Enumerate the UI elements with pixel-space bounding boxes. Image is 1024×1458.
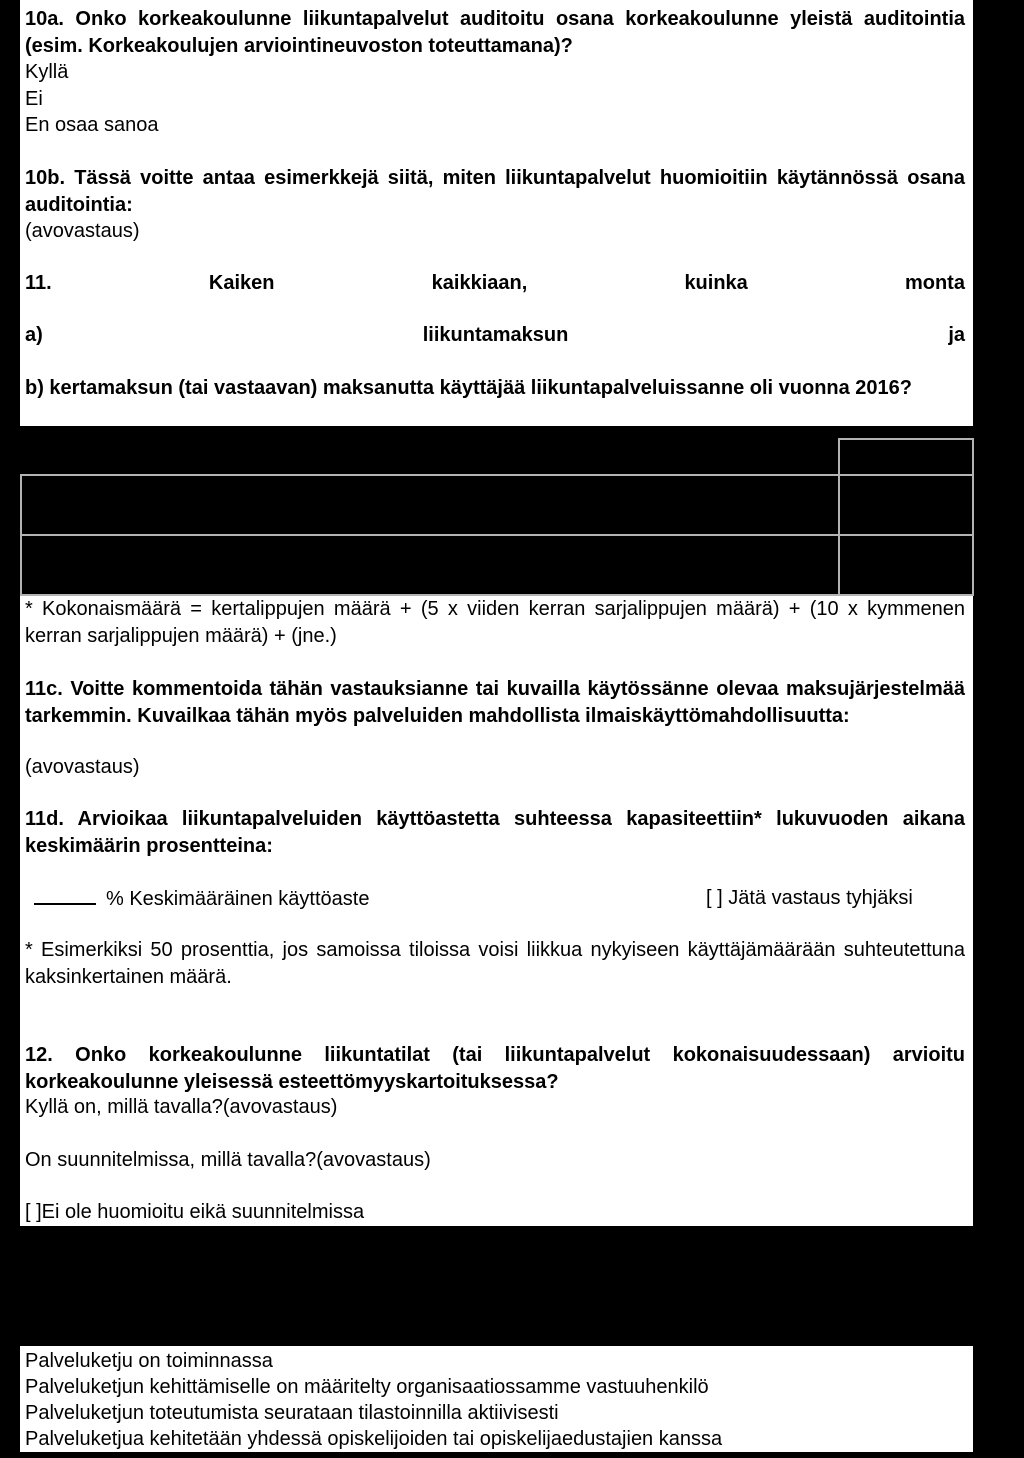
q11-line-a [25,322,965,349]
list-item[interactable]: Palveluketjua kehitetään yhdessä opiskelijoiden tai opiskelijaedustajien kanssa [25,1428,723,1450]
table-row-label-cell [20,534,840,596]
q11-word: kaikkiaan, [431,272,528,294]
q11d-skip-option[interactable]: [ ] Jätä vastaus tyhjäksi [706,887,913,909]
q11d-percent-input[interactable] [34,885,96,905]
q10b-question: 10b. Tässä voitte antaa esimerkkejä siitä, miten liikuntapalvelut huomioitiin käytännössä osana auditointia: [25,167,965,216]
q10a-option-dont-know[interactable]: En osaa sanoa [25,114,159,136]
q12-option-no[interactable]: [ ]Ei ole huomioitu eikä suunnitelmissa [25,1201,365,1223]
q11-word: 11. [25,272,52,294]
service-chain-list [20,1346,973,1452]
questions-section-middle [20,596,973,1226]
q11-a-word: a) [25,324,43,346]
table-row-input-cell[interactable] [838,474,974,536]
q11-word: kuinka [684,272,748,294]
q11d-percent-label: % Keskimääräinen käyttöaste [106,888,370,910]
q11-word: monta [904,272,965,294]
q11-a-word: ja [948,324,965,346]
list-item[interactable]: Palveluketjun kehittämiselle on määritelty organisaatiossamme vastuuhenkilö [25,1376,709,1398]
q11d-note: * Esimerkiksi 50 prosenttia, jos samoissa tiloissa voisi liikkua nykyiseen käyttäjämäärään suhteutettuna kaksinkertainen määrä. [25,939,965,988]
q10a-option-no[interactable]: Ei [25,88,43,110]
q10b-answer[interactable]: (avovastaus) [25,220,140,242]
q12-option-planned[interactable]: On suunnitelmissa, millä tavalla?(avovastaus) [25,1149,431,1171]
table-row-input-cell[interactable] [838,534,974,596]
q10a-question: 10a. Onko korkeakoulunne liikuntapalvelut auditoitu osana korkeakoulunne yleistä auditointia (esim. Korkeakoulujen arviointineuvoston toteuttamana)? [25,8,965,57]
q12-option-yes[interactable]: Kyllä on, millä tavalla?(avovastaus) [25,1096,338,1118]
q11c-question: 11c. Voitte kommentoida tähän vastauksianne tai kuvailla käytössänne olevaa maksujärjestelmää tarkemmin. Kuvailkaa tähän myös palveluiden mahdollista ilmaiskäyttömahdollisuutta: [25,678,965,727]
q10a-option-yes[interactable]: Kyllä [25,61,69,83]
q11c-answer[interactable]: (avovastaus) [25,756,140,778]
table-header-cell [838,438,974,476]
q11-line-b: b) kertamaksun (tai vastaavan) maksanutta käyttäjää liikuntapalveluissanne oli vuonna 2016? [25,377,913,399]
list-item[interactable]: Palveluketju on toiminnassa [25,1350,273,1372]
table-row-label-cell [20,474,840,536]
questions-section-top [20,0,973,426]
list-item[interactable]: Palveluketjun toteutumista seurataan tilastoinnilla aktiivisesti [25,1402,559,1424]
q11-heading [25,270,965,297]
note-total: * Kokonaismäärä = kertalippujen määrä + (5 x viiden kerran sarjalippujen määrä) + (10 x kymmenen kerran sarjalippujen määrä) + (jne.) [25,598,965,647]
q11-word: Kaiken [208,272,275,294]
q11-a-word: liikuntamaksun [422,324,569,346]
q12-question: 12. Onko korkeakoulunne liikuntatilat (tai liikuntapalvelut kokonaisuudessaan) arvioitu korkeakoulunne yleisessä esteettömyyskartoituksessa? [25,1044,965,1093]
q11d-question: 11d. Arvioikaa liikuntapalveluiden käyttöastetta suhteessa kapasiteettiin* lukuvuoden aikana keskimäärin prosentteina: [25,808,965,857]
